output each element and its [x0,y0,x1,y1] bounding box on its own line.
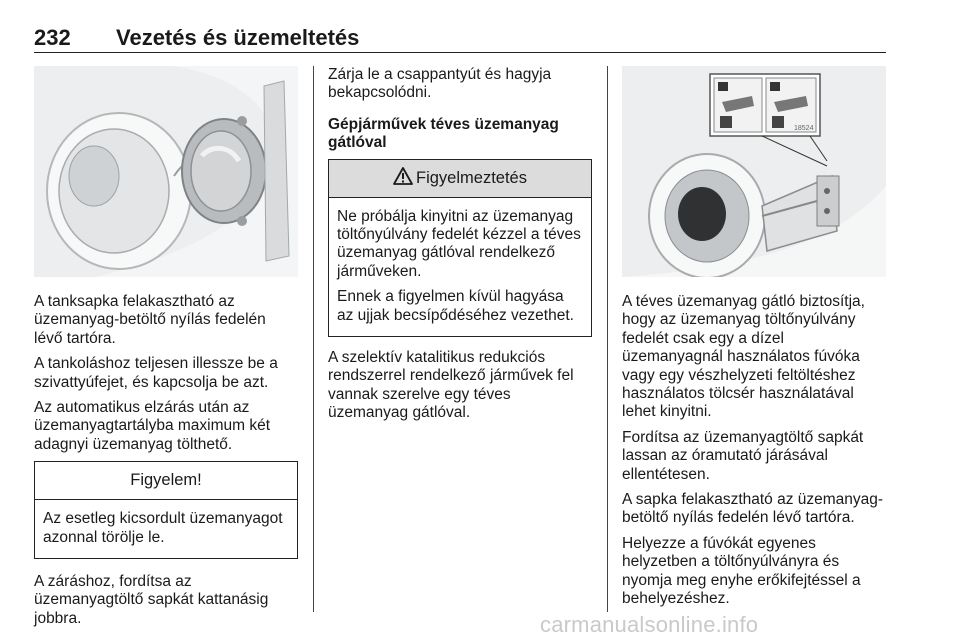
paragraph: A tankoláshoz teljesen illessze be a szivattyúfejet, és kapcsolja be azt. [34,355,278,391]
page-header [34,22,886,53]
caution-notice [34,461,298,559]
column-divider [607,66,608,612]
section-heading: Gépjárművek téves üzemanyag gátlóval [328,115,559,152]
notice-text: Az esetleg kicsordult üzemanyagot azonnal törölje le. [43,510,283,546]
warning-notice [328,159,592,337]
warning-header [329,160,591,198]
column-divider [313,66,314,612]
column-right [622,66,886,616]
paragraph: A záráshoz, fordítsa az üzemanyagtöltő sapkát kattanásig jobbra. [34,573,269,627]
fuel-cap-illustration [34,66,298,277]
paragraph: A sapka felakasztható az üzemanyag-betöltő nyílás fedelén lévő tartóra. [622,491,884,527]
paragraph: Fordítsa az üzemanyagtöltő sapkát lassan az óramutató járásával ellentétesen. [622,428,864,483]
paragraph: Zárja le a csappantyút és hagyja bekapcsolódni. [328,66,552,102]
column-middle [328,66,592,430]
warning-text: Ennek a figyelmen kívül hagyása az ujjak becsípődéséhez vezethet. [337,288,574,324]
paragraph: Az automatikus elzárás után az üzemanyagtartályba maximum két adagnyi üzemanyag tölthető. [34,399,271,453]
chapter-title: Vezetés és üzemeltetés [116,25,360,50]
paragraph: Helyezze a fúvókát egyenes helyzetben a töltőnyúlványra és nyomja meg enyhe erőkifejtéssel a behelyezéshez. [622,534,861,608]
paragraph: A szelektív katalitikus redukciós rendszerrel rendelkező járművek fel vannak szerelve egy téves üzemanyag gátlóval. [328,349,574,422]
figure-code: 18524 [794,125,814,132]
watermark: carmanualsonline.info [540,612,759,637]
warning-text: Ne próbálja kinyitni az üzemanyag töltőnyúlvány fedelét kézzel a téves üzemanyag gátlóval rendelkező járműveken. [337,207,581,280]
warning-triangle-icon [393,167,413,190]
paragraph: A téves üzemanyag gátló biztosítja, hogy az üzemanyag töltőnyúlvány fedelét csak egy a dízel üzemanyagnál használatos fúvóka vagy egy vészhelyzeti feltöltéshez használatos tölcsér használatával lehet kinyitni. [622,293,865,421]
misfuel-inhibitor-illustration [622,66,886,277]
paragraph: A tanksapka felakasztható az üzemanyag-betöltő nyílás fedelén lévő tartóra. [34,293,266,347]
column-left [34,66,298,635]
notice-title: Figyelem! [35,462,297,500]
warning-title: Figyelmeztetés [416,168,527,187]
page-number: 232 [34,25,71,50]
